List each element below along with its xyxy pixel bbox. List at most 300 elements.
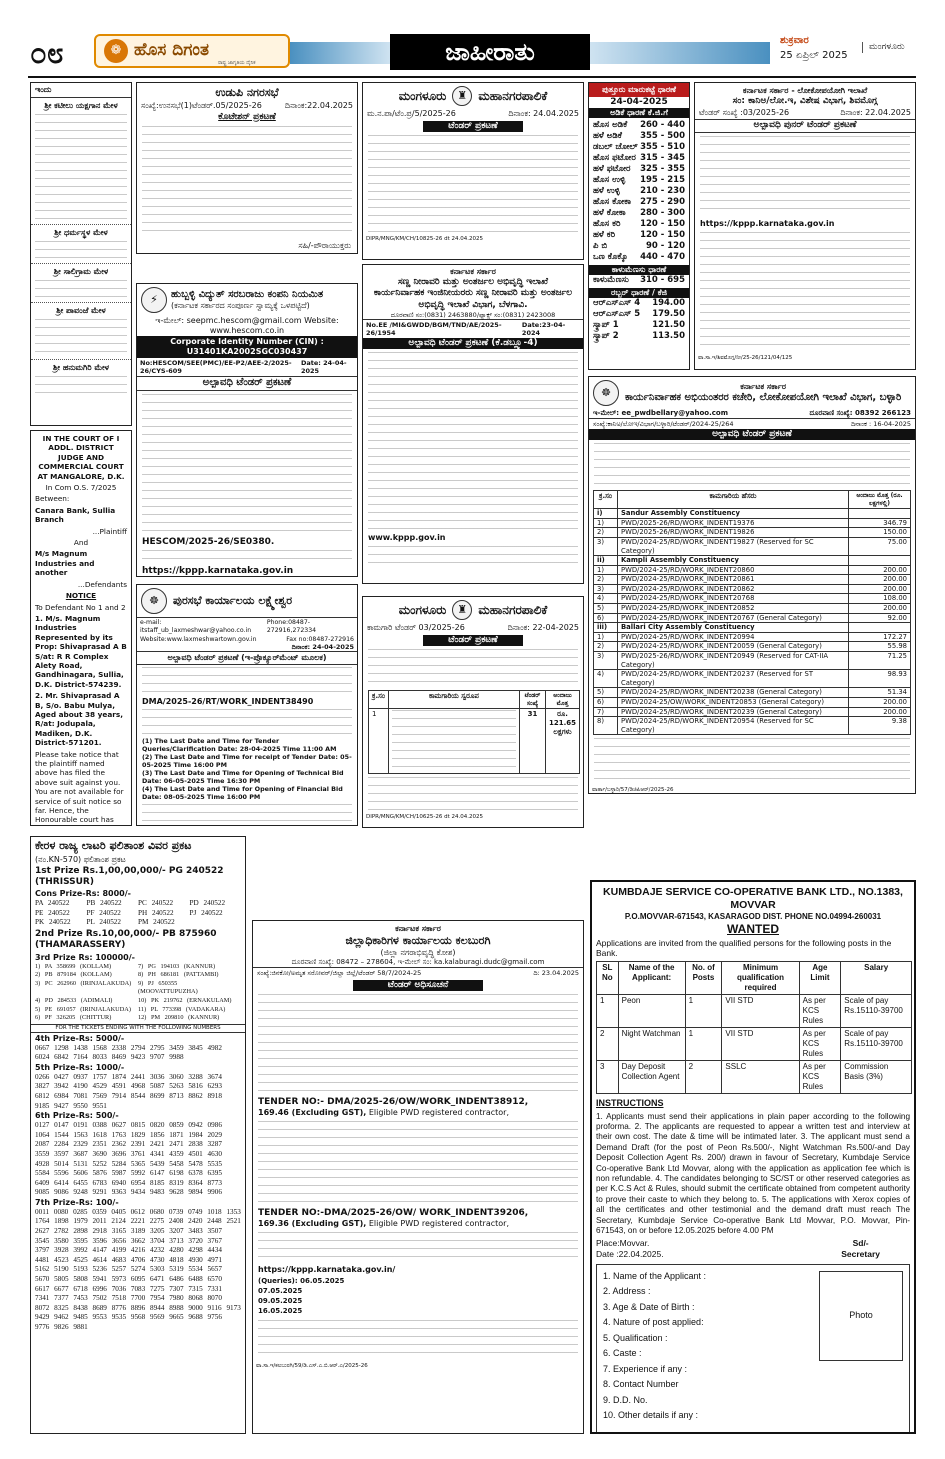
lottery-number: PB 240522 [86, 899, 122, 908]
form-field: 3. Age & Date of Birth : [603, 1301, 695, 1312]
rate-row [589, 219, 689, 230]
notice-body [142, 709, 352, 735]
notice-title: ಉಡುಪಿ ನಗರಸಭೆ [215, 86, 279, 99]
rate-name: ಹಳೆ ಉಳ್ಳಿ [593, 186, 620, 197]
table-row [594, 518, 911, 528]
lottery-winner: 7) PG 194103 (KANNUR) [138, 962, 216, 970]
notice-date: Date:23-04-2024 [521, 320, 566, 337]
lottery-winner: 9) PJ 650355 (MOOVATTUPUZHA) [138, 979, 198, 996]
brand-tagline: ರಾಷ್ಟ್ರ ಜಾಗೃತಿಯ ದೈನಿಕ [218, 59, 256, 66]
kerala-lottery-result [30, 836, 246, 1434]
corporation-emblem-icon: ♜ [452, 600, 472, 620]
table-row [594, 509, 911, 519]
table-cell: 3) [594, 584, 618, 594]
table-cell: Ballari City Assembly Constituency [618, 623, 849, 633]
table-cell: PWD/2024-25/RD/WORK_INDENT19827 (Reserved for SC Category) [618, 537, 849, 555]
prize-numbers: 0667 1298 1438 1568 2338 2794 2795 3459 3845 4982 6024 6842 7164 8033 8469 9423 9707 9988 [35, 1043, 222, 1062]
rate-row [589, 298, 689, 309]
lottery-number: PM 240522 [138, 918, 175, 927]
notice-footer: ವಾ.ಸಾ.ಇ/ಶಿವಮೊಗ್ಗ/ನೀ/25-26/121/04/125 [698, 354, 793, 361]
bank-signature: Sd/- [852, 1238, 869, 1249]
notice-website: Website:www.laxmeshwartown.gov.in [140, 635, 257, 643]
rate-value: 275 - 290 [640, 197, 685, 208]
table-cell: 98.93 [849, 670, 911, 688]
table-cell: 75.00 [849, 537, 911, 555]
rate-value: 120 - 150 [640, 230, 685, 241]
table-cell: Kampli Assembly Constituency [618, 556, 849, 566]
col-header: Salary [841, 962, 912, 995]
prize-winner: PG 240522 (THRISSUR) [35, 865, 224, 887]
table-row [594, 698, 911, 708]
table-cell: PWD/2024-25/RD/WORK_INDENT20994 [618, 632, 849, 642]
rate-value: 355 - 510 [640, 142, 685, 153]
rate-value: 90 - 120 [645, 241, 685, 252]
rate-name: ಹೊಸ ಅಡಿಕೆ [593, 120, 628, 131]
header-ribbon-right [590, 42, 770, 64]
form-field: 10. Other details if any : [603, 1410, 699, 1421]
notice-cin: Corporate Identity Number (CIN) : U31401KA2002SGC030437 [137, 336, 357, 358]
posts-table [596, 961, 912, 1094]
notice-ref: ಸಂಖ್ಯೆ:ಜಿನಕೋ/ಅಮೃತ ಸರೋವರ್/ಜಿಲ್ಲಾ ಜಿಲ್ಲೆ/ಟೆಂಡರ್ 58/7/2024-25 [257, 968, 422, 977]
rate-name: ಆರ್‌ಎಸ್‌ಎಸ್ 4 [593, 298, 641, 309]
table-cell: 1 [685, 995, 722, 1028]
lottery-number: PC 240522 [138, 899, 174, 908]
court-plaintiff-role: ...Plaintiff [92, 526, 127, 536]
court-notice [30, 430, 132, 826]
rates-subtitle: ಅಡಿಕೆ ಧಾರಣೆ ಕೆ.ಜಿ.ಗೆ [589, 108, 689, 118]
hescom-logo-icon: ⚡ [141, 287, 167, 313]
table-cell: 8) [594, 717, 618, 735]
table-cell [849, 556, 911, 566]
lottery-winner: 8) PH 686181 (PATTAMBI) [138, 971, 219, 979]
rate-value: 280 - 300 [640, 208, 685, 219]
table-cell: PWD/2024-25/RD/WORK_INDENT20059 (General Category) [618, 642, 849, 652]
form-field: 8. Contact Number [603, 1379, 679, 1390]
notice-email: e-mail: itstaff_ub_laxmeshwar@yahoo.co.in [140, 619, 252, 634]
prize-label: Cons Prize-Rs: 8000/- [35, 889, 131, 899]
form-field: 6. Caste : [603, 1348, 642, 1359]
lottery-number: PK 240522 [35, 918, 71, 927]
table-cell: 1) [594, 518, 618, 528]
schedule-line: 09.05.2025 [258, 1297, 303, 1306]
table-cell: 92.00 [849, 613, 911, 623]
notice-email: ಇ-ಮೇಲ್: seepmc.hescom@gmail.com Website: www.hescom.co.in [155, 316, 339, 335]
lottery-winner: 5) PE 691057 (IRINJALAKUDA) [35, 1005, 131, 1013]
corporation-emblem-icon: ♜ [452, 86, 472, 106]
table-cell: 200.00 [849, 707, 911, 717]
table-cell: iii) [594, 623, 618, 633]
rate-name: ಹೊಸ ಫಟೋರ [593, 153, 636, 164]
lottery-winner: 6) PF 326205 (CHITTUR) [35, 1014, 112, 1022]
table-cell [849, 509, 911, 519]
table-cell: 5) [594, 688, 618, 698]
notice-phone: ದೂರವಾಣಿ ಸಂಖ್ಯೆ: 08472 – 278604, ಇ-ಮೇಲ್ ಸಂ: ka.kalaburagi.dudc@gmail.com [253, 958, 583, 968]
schedule-line: 07.05.2025 [258, 1287, 303, 1296]
table-row [594, 670, 911, 688]
table-row [594, 623, 911, 633]
table-row [594, 717, 911, 735]
notice-subtitle: (ಜಿಲ್ಲಾ ನಗರಾಭಿವೃದ್ಧಿ ಕೋಶ) [380, 947, 456, 957]
court-to: To Defendant No 1 and 2 [35, 602, 126, 612]
notice-date: ದಿನಾಂಕ: 22-04-2025 [507, 623, 579, 632]
lottery-number: PJ 240522 [189, 908, 223, 917]
rate-row [589, 241, 689, 252]
notice-body [142, 126, 352, 238]
rate-name: ಸ್ಕ್ರಾಪ್ 2 [593, 331, 619, 342]
listing-header: ಇಂದು [31, 83, 131, 98]
notice-website: https://kppp.karnataka.gov.in/ [258, 1265, 396, 1275]
instructions-heading: INSTRUCTIONS [596, 1098, 664, 1109]
court-between: Between: [35, 494, 70, 504]
table-row [594, 528, 911, 538]
shimoga-pwd-notice [694, 82, 916, 370]
table-cell: Day Deposit Collection Agent [618, 1061, 685, 1094]
rate-value: 195 - 215 [640, 175, 685, 186]
notice-website: www.kppp.gov.in [368, 533, 446, 543]
emblem-icon: ☸ [593, 380, 619, 406]
court-defendant-role: ...Defendants [77, 579, 127, 589]
rubber-label: ರಬ್ಬರ್ ಧಾರಣೆ / ಕೆಜಿ [589, 288, 689, 298]
belagavi-minor-irrigation-notice [362, 264, 584, 584]
prize-label: 5th Prize-Rs: 1000/- [35, 1062, 125, 1072]
bank-secretary: Secretary [841, 1249, 880, 1259]
kalaburagi-dc-tender [252, 920, 584, 1434]
notice-gov: ಕರ್ನಾಟಕ ಸರ್ಕಾರ - ಲೋಕೋಪಯೋಗಿ ಇಲಾಖೆ [742, 86, 868, 95]
notice-gov: ಕರ್ನಾಟಕ ಸರ್ಕಾರ [450, 267, 496, 276]
udupi-notice [136, 82, 358, 254]
rate-name: ಕಾಳುಮೆಣಸು [593, 275, 629, 286]
rates-list [589, 118, 689, 263]
listing-text [35, 280, 127, 302]
table-cell: 1 [685, 1028, 722, 1061]
table-cell: 2 [597, 1028, 619, 1061]
notice-ref: ಸಂಖ್ಯೆ:ಉನಸಭೆ(1)ಟೆಂಡರ್.05/2025-26 [141, 100, 262, 110]
table-cell: VII STD [722, 1028, 799, 1061]
rate-row [589, 208, 689, 219]
court-and: And [73, 538, 89, 548]
notice-body [258, 994, 578, 1094]
rate-row [589, 230, 689, 241]
table-cell: PWD/2024-25/RD/WORK_INDENT20768 [618, 594, 849, 604]
rate-name: ಹೊಸ ಕೋಕಾ [593, 197, 631, 208]
col-header: Minimum qualification required [722, 962, 799, 995]
table-row [594, 604, 911, 614]
lottery-winner: 10) PK 219762 (ERNAKULAM) [138, 996, 232, 1004]
notice-body [258, 1320, 578, 1360]
col-header: Age Limit [799, 962, 841, 995]
rate-value: 325 - 355 [640, 164, 685, 175]
notice-signature [137, 825, 357, 826]
notice-title: ಜಿಲ್ಲಾಧಿಕಾರಿಗಳ ಕಾರ್ಯಾಲಯ ಕಲಬುರಗಿ [345, 934, 491, 947]
rubber-list [589, 298, 689, 342]
court-plaintiff: Canara Bank, Sullia Branch [35, 505, 116, 525]
notice-date: ದಿನಾಂಕ: 24-04-2025 [291, 643, 354, 652]
rate-row [589, 186, 689, 197]
yakshagana-listing [30, 82, 132, 426]
page-number: ೦೮ [30, 36, 64, 71]
table-cell: VII STD [722, 995, 799, 1028]
notice-body [142, 667, 352, 695]
brand-name: ಹೊಸ ದಿಗಂತ [134, 40, 209, 61]
table-cell: 71.25 [849, 652, 911, 670]
table-cell: 172.27 [849, 632, 911, 642]
prize-label: 2nd Prize Rs.10,00,000/- [35, 929, 160, 940]
rate-row [589, 164, 689, 175]
table-cell: 200.00 [849, 584, 911, 594]
notice-gov: ಕರ್ನಾಟಕ ಸರ್ಕಾರ [395, 924, 441, 933]
table-cell: As per KCS Rules [799, 1061, 841, 1094]
tender-number: TENDER NO:- DMA/2025-26/OW/WORK_INDENT38912, [258, 1096, 529, 1107]
schedule-line: (4) The Last Date and Time for Opening of Financial Bid Date: 08-05-2025 Time 16:00 PM [142, 785, 343, 802]
tender-number: TENDER NO:-DMA/2025-26/OW/ WORK_INDENT39206, [258, 1208, 529, 1219]
rate-row [589, 142, 689, 153]
rate-name: ಹಳೆ ಕೋಕಾ [593, 208, 626, 219]
notice-phone: ದೂರವಾಣಿ ಸಂಖ್ಯೆ: 08392 266123 [809, 409, 911, 417]
table-cell: PWD/2024-25/RD/WORK_INDENT20239 (General Category) [618, 707, 849, 717]
rate-value: 260 - 440 [640, 120, 685, 131]
notice-body [368, 777, 578, 811]
table-cell: 4) [594, 670, 618, 688]
listing-text [35, 376, 127, 400]
table-cell: PWD/2025-26/RD/WORK_INDENT19826 [618, 528, 849, 538]
table-cell: PWD/2024-25/RD/WORK_INDENT20237 (Reserved for ST Category) [618, 670, 849, 688]
prize-label: 7th Prize-Rs: 100/- [35, 1197, 119, 1207]
wanted-heading: WANTED [727, 922, 779, 937]
rate-row [589, 120, 689, 131]
lottery-winner: 12) PM 209810 (KANNUR) [138, 1014, 220, 1022]
form-field: 7. Experience if any : [603, 1363, 688, 1374]
notice-band: ಅಲ್ಪಾವಧಿ ಟೆಂಡರ್ ಪ್ರಕಟಣೆ (ಇ-ಪ್ರೊಕ್ಯೂರ್‌ಮೆಂಟ್ ಮೂಲಕ) [137, 651, 357, 665]
rate-value: 121.50 [652, 320, 685, 331]
notice-subtitle: (ಕರ್ನಾಟಕ ಸರ್ಕಾರದ ಸಂಪೂರ್ಣ ಸ್ವಾಮ್ಯಕ್ಕೆ ಒಳಪಟ್ಟಿದೆ) [171, 301, 310, 311]
bank-name: KUMBDAJE SERVICE CO-OPERATIVE BANK LTD., NO.1383, MOVVAR [603, 886, 903, 912]
pepper-label: ಕಾಳುಮೆಣಸು ಧಾರಣೆ [589, 265, 689, 275]
table-cell: 108.00 [849, 594, 911, 604]
hescom-notice [136, 283, 358, 577]
notice-phone: Phone:08487-272916,272334 [266, 619, 317, 634]
rates-date: 24-04-2025 [610, 97, 668, 107]
rates-title: ಪುತ್ತೂರು ಮಾರುಕಟ್ಟೆ ಧಾರಣೆ [589, 83, 689, 97]
bank-place: Place:Movvar. [596, 1238, 650, 1249]
notice-band: ಅಲ್ಪಾವಧಿ ಟೆಂಡರ್ ಪ್ರಕಟಣೆ [589, 429, 915, 440]
table-row [597, 1061, 912, 1094]
court-defendant-2: 2. Mr. Shivaprasad A B, S/o. Babu Mulya, Aged about 38 years, R/at: Jodupala, Madiken, D.K. District-571201. [35, 691, 124, 748]
table-cell: 6) [594, 698, 618, 708]
schedule-line: (1) The Last Date and Time for Tender Queries/Clarification Date: 28-04-2025 Time 11:00 AM [142, 737, 337, 754]
schedule-line: (3) The Last Date and Time for Opening of Technical Bid Date: 06-05-2025 Time 16:30 PM [142, 769, 344, 786]
table-cell: SSLC [722, 1061, 799, 1094]
table-cell: As per KCS Rules [799, 1028, 841, 1061]
col-header: ಟೆಂಡರ್ ಸಂಖ್ಯೆ [519, 691, 545, 709]
notice-footer: DIPR/MNG/KM/CH/10825-26 dt 24.04.2025 [366, 236, 483, 243]
tender-number: DMA/2025-26/RT/WORK_INDENT38490 [142, 697, 314, 707]
lottery-number: PF 240522 [86, 908, 121, 917]
table-row [594, 642, 911, 652]
court-notice-heading: NOTICE [65, 591, 97, 601]
table-cell: 2 [685, 1061, 722, 1094]
schedule-line: (Queries): 06.05.2025 [258, 1277, 345, 1286]
col-header: ಕ್ರ.ಸಂ [369, 691, 389, 709]
rate-row [589, 175, 689, 186]
notice-ref: ಸಂಖ್ಯೆ:ಕಾನಿಅ/ಲೋಇ/ವಿಭಾಗ/ಬಳ್ಳಾರಿ/ಟೆಂಡರ್/2024-25/264 [593, 419, 734, 428]
notice-body [700, 136, 910, 216]
mangaluru-corporation-tender [362, 596, 584, 828]
lamp-logo-icon: ❁ [104, 39, 128, 63]
notice-ref: ಕಾಮಗಾರಿ ಟೆಂಡರ್ 03/2025-26 [367, 623, 465, 632]
lottery-number: PL 240522 [86, 918, 121, 927]
rate-name: ಹಳೆ ಅಡಿಕೆ [593, 131, 622, 142]
notice-email: ಇ-ಮೇಲ್: ee_pwdbellary@yahoo.com [593, 409, 729, 417]
notice-subtitle: ಕೊಟೇಶನ್ ಪ್ರಕಟಣೆ [218, 111, 276, 122]
prize-numbers: 0127 0147 0191 0388 0627 0815 0820 0859 0942 0986 1064 1544 1563 1618 1763 1829 1856 1871 1984 2029 2087 2284 2329 2351 2362 2391 2421 2471 2838 3287 3559 3597 3687 3690 3696 3761 4341 4359 4501 4630 4928 5014 5131 5252 5284 5365 5439 5458 5478 5535 5584 5596 5606 5876 5987 5992 6147 6198 6378 6395 6409 6414 6455 6783 6940 6954 8185 8319 8364 8773 9085 9086 9248 9291 9363 9434 9483 9628 9894 9906 [35, 1121, 222, 1197]
notice-title: ಹುಬ್ಬಳ್ಳಿ ವಿದ್ಯುತ್ ಸರಬರಾಜು ಕಂಪನಿ ನಿಯಮಿತ [171, 288, 324, 300]
table-cell: PWD/2024-25/RD/WORK_INDENT20860 [618, 565, 849, 575]
rate-name: ಹೊಸ ಕರಿ [593, 219, 621, 230]
notice-body [142, 804, 352, 822]
table-cell: 2) [594, 528, 618, 538]
notice-date: ದಿನಾಂಕ : 16-04-2025 [850, 419, 911, 428]
notice-body [368, 135, 578, 233]
rate-row [589, 331, 689, 342]
table-cell: 9.38 [849, 717, 911, 735]
table-cell: 1 [597, 995, 619, 1028]
masthead-date: 25 ಏಪ್ರಿಲ್ 2025 [780, 50, 848, 61]
notice-body [594, 443, 910, 487]
lottery-winner: 3) PC 262960 (IRINJALAKUDA) [35, 979, 132, 987]
prize-winner: PB 875960 (THAMARASSERY) [35, 929, 217, 951]
masthead-day: ಶುಕ್ರವಾರ [780, 35, 809, 46]
rate-value: 194.00 [652, 298, 685, 309]
notice-code: HESCOM/2025-26/SE0380. [142, 536, 275, 547]
tender-count: 31 [519, 709, 545, 774]
table-cell [388, 709, 519, 774]
listing-item: ಶ್ರೀ ಹನುಮಗಿರಿ ಮೇಳ [31, 359, 131, 376]
table-row [594, 565, 911, 575]
masthead-city: ಮಂಗಳೂರು [862, 42, 905, 53]
table-row [597, 995, 912, 1028]
notice-fax: Fax no:08487-272916 [286, 635, 354, 643]
table-cell: PWD/2024-25/OW/WORK_INDENT20853 (General Category) [618, 698, 849, 708]
court-defendant-1: 1. M/s. Magnum Industries Represented by its Prop: Shivaprasad A B S/at: R R Complex Alety Road, Gandhinagara, Sullia, D.K. District-574239. [35, 613, 127, 689]
form-field: 9. D.D. No. [603, 1394, 648, 1405]
table-cell: 2) [594, 642, 618, 652]
prize-label: 4th Prize-Rs: 5000/- [35, 1033, 125, 1043]
rate-row [589, 131, 689, 142]
lottery-sub: (ನಂ.KN-570) ಫಲಿತಾಂಶ ಪ್ರಕಟ [35, 854, 126, 864]
table-cell: 3 [597, 1061, 619, 1094]
table-cell: 3) [594, 537, 618, 555]
table-cell: PWD/2024-25/RD/WORK_INDENT20238 (General Category) [618, 688, 849, 698]
notice-title: ಸಣ್ಣ ನೀರಾವರಿ ಮತ್ತು ಅಂತರ್ಜಲ ಅಭಿವೃದ್ಧಿ ಇಲಾಖೆ [397, 277, 549, 287]
notice-title: ಪುರಸಭೆ ಕಾರ್ಯಾಲಯ ಲಕ್ಷ್ಮೇಶ್ವರ [173, 594, 293, 608]
notice-date: ದಿನಾಂಕ: 24.04.2025 [508, 109, 579, 118]
prize-numbers: 0011 0080 0285 0359 0405 0612 0680 0739 0749 1018 1353 1764 1898 1979 2011 2124 2221 2275 2408 2420 2448 2521 2627 2782 2898 2918 3165 3189 3205 3207 3483 3507 3545 3580 3595 3596 3656 3662 3704 3713 3720 3767 3797 3928 3992 4147 4199 4216 4232 4280 4298 4434 4481 4523 4525 4614 4683 4706 4730 4818 4930 4971 5162 5190 5193 5236 5257 5274 5303 5319 5534 5657 5670 5805 5808 5941 5973 6095 6471 6486 6488 6570 6617 6677 6718 6996 7036 7083 7275 7307 7315 7331 7341 7377 7453 7502 7518 7700 7954 7980 8068 8070 8072 8325 8438 8689 8776 8896 8944 8988 9000 9116 9173 9429 9462 9485 9553 9535 9568 9569 9665 9688 9756 9776 9826 9881 [35, 1207, 241, 1331]
lottery-note: FOR THE TICKETS ENDING WITH THE FOLLOWING NUMBERS [31, 1024, 245, 1033]
notice-phone: ದೂರವಾಣಿ ಸಂ:(0831) 2463880/ಫ್ಯಾಕ್ಸ್ ಸಂ:(0831) 2423008 [390, 310, 556, 319]
table-row [594, 613, 911, 623]
table-cell: 5) [594, 604, 618, 614]
table-cell: Scale of pay Rs.15110-39700 [841, 1028, 912, 1061]
table-cell: As per KCS Rules [799, 995, 841, 1028]
rate-row [589, 320, 689, 331]
rate-name: ಒಣ ಕೊಕ್ಕೊ [593, 252, 628, 263]
photo-box: Photo [819, 1271, 903, 1361]
table-cell: 150.00 [849, 528, 911, 538]
notice-body [258, 1121, 578, 1205]
table-cell: 200.00 [849, 698, 911, 708]
court-case-no: In Com O.S. 7/2025 [45, 483, 117, 493]
masthead-rule [28, 76, 916, 78]
table-row [594, 594, 911, 604]
lottery-winner: 4) PD 284533 (ADIMALI) [35, 996, 113, 1004]
table-cell: Sandur Assembly Constituency [618, 509, 849, 519]
notice-body [594, 738, 910, 784]
emblem-icon: ☸ [141, 588, 167, 614]
prize-label: 6th Prize-Rs: 500/- [35, 1111, 119, 1121]
table-cell: Commission Basis (3%) [841, 1061, 912, 1094]
table-row [594, 584, 911, 594]
table-cell: 3) [594, 652, 618, 670]
rate-value: 310 - 695 [640, 275, 685, 286]
prize-label: 1st Prize Rs.1,00,00,000/- [35, 865, 166, 876]
notice-band: ಅಲ್ಪಾವಧಿ ಪುನರ್ ಟೆಂಡರ್ ಪ್ರಕಟಣೆ [695, 119, 915, 132]
tender-amount: ರೂ. 121.65 ಲಕ್ಷಗಳು [545, 709, 579, 774]
table-cell: i) [594, 509, 618, 519]
table-cell: 1 [369, 709, 389, 774]
rate-row [589, 252, 689, 263]
listing-item: ಶ್ರೀ ಕಟೀಲು ಯಕ್ಷಗಾನ ಮೇಳ [44, 101, 118, 110]
rate-value: 179.50 [652, 309, 685, 320]
rate-value: 355 - 500 [640, 131, 685, 142]
notice-footer: DIPR/MNG/KM/CH/10625-26 dt 24.04.2025 [366, 814, 483, 821]
lottery-winner: 2) PB 879184 (KOLLAM) [35, 971, 112, 979]
table-cell: PWD/2025-26/RD/WORK_INDENT20949 (Reserved for CAT-IIA Category) [618, 652, 849, 670]
notice-body [142, 550, 352, 564]
lottery-winner: 11) PL 773398 (VADAKARA) [138, 1005, 226, 1013]
col-header: No. of Posts [685, 962, 722, 995]
table-cell: PWD/2024-25/RD/WORK_INDENT20767 (General Category) [618, 613, 849, 623]
tender-amount: 169.36 (Excluding GST), [258, 1219, 367, 1229]
notice-body [368, 352, 578, 530]
notice-title-2: ಮಹಾನಗರಪಾಲಿಕೆ [478, 88, 548, 103]
lottery-winner: 1) PA 358699 (KOLLAM) [35, 962, 112, 970]
notice-ref: ಟೆಂಡರ್ ಸಂಖ್ಯೆ :03/2025-26 [699, 108, 790, 118]
application-form [596, 1264, 910, 1434]
table-cell: Night Watchman [618, 1028, 685, 1061]
listing-text [35, 319, 127, 359]
table-cell: 4) [594, 594, 618, 604]
notice-band: ಅಲ್ಪಾವಧಿ ಟೆಂಡರ್ ಪ್ರಕಟಣೆ (ಕೆ.ಡಬ್ಲ್ಯೂ-4) [363, 338, 583, 349]
notice-body [258, 1232, 578, 1262]
notice-ref: ಮ.ನ.ಪಾ/ಟೆಂ.ಪ್ರ/5/2025-26 [367, 109, 456, 118]
table-cell [849, 623, 911, 633]
notice-body [700, 232, 910, 352]
section-title: ಜಾಹೀರಾತು [390, 34, 590, 70]
consolation-list [31, 899, 245, 928]
bank-address: P.O.MOVVAR-671543, KASARAGOD DIST. PHONE NO.04994-260031 [624, 912, 882, 922]
prize-label: 3rd Prize Rs: 100000/- [35, 952, 135, 962]
rate-row [589, 197, 689, 208]
rate-value: 113.50 [652, 331, 685, 342]
third-prize-list [31, 963, 245, 1023]
rate-value: 120 - 150 [640, 219, 685, 230]
table-cell: PWD/2024-25/RD/WORK_INDENT20852 [618, 604, 849, 614]
notice-band: ಟೆಂಡರ್ ಅಧಿಸೂಚನೆ [353, 980, 483, 991]
rate-value: 440 - 470 [640, 252, 685, 263]
lottery-title: ಕೇರಳ ರಾಜ್ಯ ಲಾಟರಿ ಫಲಿತಾಂಶ ವಿವರ ಪ್ರಕಟ [35, 839, 192, 852]
table-cell: 2) [594, 575, 618, 585]
court-body: Please take notice that the plaintiff named above has filed the above suit against you. You are not available for service of suit notice so far. Hence, the Honourable court has [35, 749, 124, 825]
